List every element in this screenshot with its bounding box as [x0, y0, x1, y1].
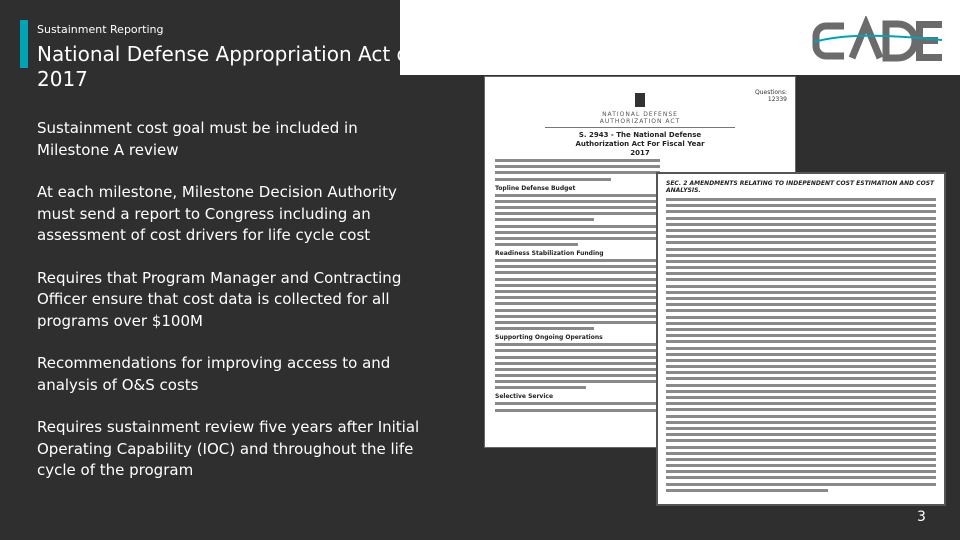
org-line: AUTHORIZATION ACT [599, 118, 681, 125]
doc-section-heading: Readiness Stabilization Funding [495, 250, 604, 258]
header-rule [545, 127, 735, 128]
section-eyebrow: Sustainment Reporting [37, 23, 164, 36]
accent-bar [20, 20, 28, 68]
slide-title: National Defense Appropriation Act of 2017 [37, 42, 416, 91]
doc-section-heading: Topline Defense Budget [495, 184, 576, 192]
bullet-item: Sustainment cost goal must be included in Milestone A review [37, 119, 358, 159]
statute-section-heading: SEC. 2 AMENDMENTS RELATING TO INDEPENDENT COST ESTIMATION AND COST ANALYSIS. [666, 180, 935, 194]
bullet-item: At each milestone, Milestone Decision Authority must send a report to Congress including an assessment of cost drivers for life cycle cost [37, 183, 397, 244]
page-number: 3 [917, 509, 926, 525]
questions-label: Questions: [755, 89, 787, 96]
statute-excerpt-document [656, 172, 946, 506]
bullet-item: Recommendations for improving access to and analysis of O&S costs [37, 354, 391, 394]
doc-section-heading: Supporting Ongoing Operations [495, 334, 603, 342]
document-heading: S. 2943 - The National Defense Authorization Act For Fiscal Year 2017 [575, 131, 705, 157]
doc-section-heading: Selective Service [495, 393, 554, 401]
org-line: NATIONAL DEFENSE [602, 111, 678, 118]
cade-logo [812, 16, 944, 66]
bullet-item: Requires that Program Manager and Contracting Officer ensure that cost data is collected for all programs over $100M [37, 268, 402, 330]
bullet-list [37, 118, 422, 503]
bullet-item: Requires sustainment review five years after Initial Operating Capability (IOC) and throughout the life cycle of the program [37, 418, 420, 479]
questions-number: 12339 [767, 96, 787, 103]
seal-icon [635, 93, 645, 107]
